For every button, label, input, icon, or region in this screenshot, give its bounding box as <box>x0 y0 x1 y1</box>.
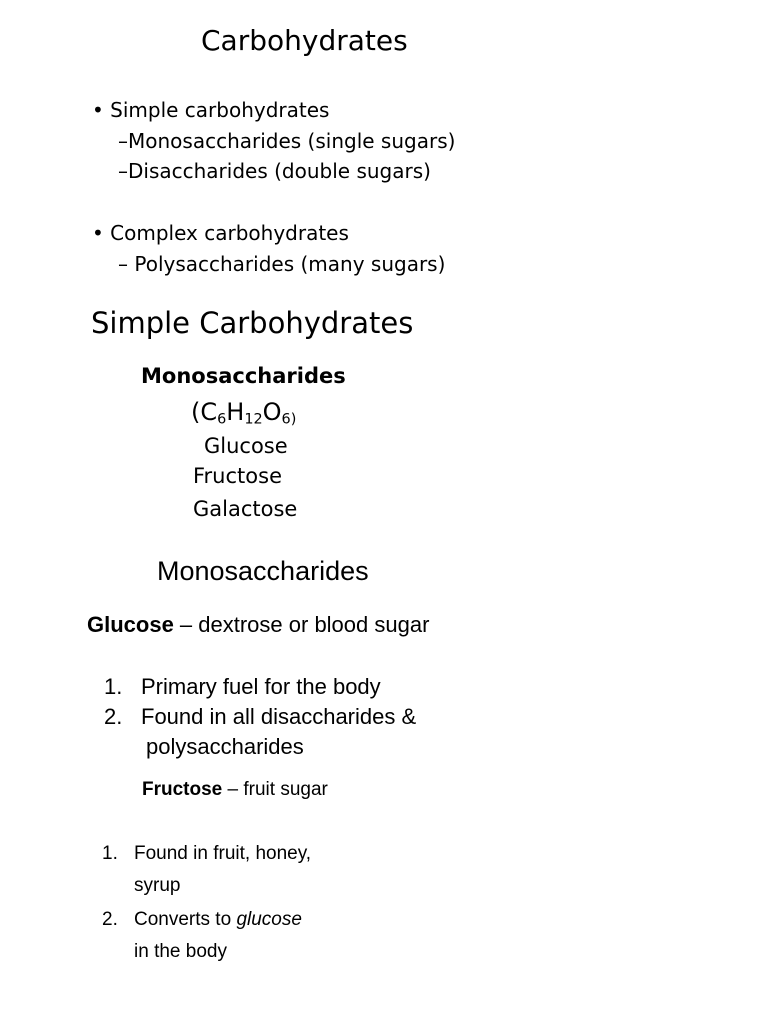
sugar-item-galactose: Galactose <box>193 497 298 521</box>
monosaccharides-heading: Monosaccharides <box>141 364 346 388</box>
bullet-complex-carbohydrates <box>92 221 349 245</box>
fructose-point-number: 2. <box>102 909 118 930</box>
bullet-dot: • <box>92 221 104 245</box>
glucose-point-number: 2. <box>104 704 123 729</box>
formula-part: O <box>262 398 282 426</box>
fructose-point-continuation: in the body <box>134 941 227 962</box>
glucose-point-continuation: polysaccharides <box>146 734 304 759</box>
fructose-point-continuation: syrup <box>134 875 181 896</box>
glucose-point-text: Primary fuel for the body <box>141 674 381 699</box>
chemical-formula <box>191 398 296 426</box>
slide1-title: Carbohydrates <box>201 24 408 57</box>
bullet-label: Simple carbohydrates <box>110 98 330 122</box>
bullet-dot: • <box>92 98 104 122</box>
fructose-point-text: Found in fruit, honey, <box>134 843 312 864</box>
bullet-simple-carbohydrates <box>92 98 329 122</box>
formula-subscript: 12 <box>244 411 263 428</box>
sub-item-disaccharides: –Disaccharides (double sugars) <box>118 159 431 183</box>
fructose-definition <box>142 779 328 801</box>
sub-item-monosaccharides: –Monosaccharides (single sugars) <box>118 129 456 153</box>
fructose-point-number: 1. <box>102 843 118 864</box>
glucose-definition <box>87 612 429 638</box>
sub-item-polysaccharides: – Polysaccharides (many sugars) <box>118 252 446 276</box>
glucose-point-text: Found in all disaccharides & <box>141 704 417 729</box>
fructose-point-text-pre: Converts to <box>134 909 237 930</box>
bullet-label: Complex carbohydrates <box>110 221 349 245</box>
slide3-title: Monosaccharides <box>157 556 369 586</box>
fructose-point-text <box>134 909 302 931</box>
fructose-def-text: – fruit sugar <box>222 779 328 800</box>
glucose-def-text: – dextrose or blood sugar <box>173 612 430 637</box>
slide2-title: Simple Carbohydrates <box>91 306 414 340</box>
formula-part: (C <box>191 398 218 426</box>
formula-part: H <box>226 398 245 426</box>
fructose-point-text-em: glucose <box>236 909 302 930</box>
sugar-item-fructose: Fructose <box>193 464 282 488</box>
fructose-term: Fructose <box>142 779 223 800</box>
formula-subscript: 6 <box>217 411 227 428</box>
sugar-item-glucose: Glucose <box>204 434 288 458</box>
formula-subscript: 6 <box>281 411 291 428</box>
formula-part: ) <box>290 411 297 428</box>
glucose-term: Glucose <box>87 612 174 637</box>
glucose-point-number: 1. <box>104 674 123 699</box>
